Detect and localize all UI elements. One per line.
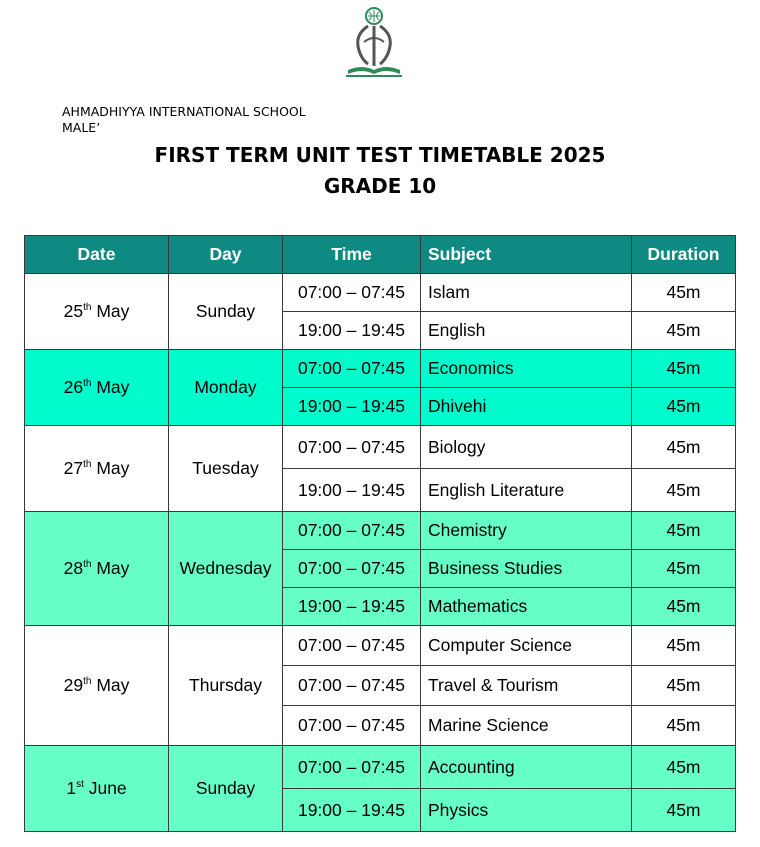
date-month: May [96,558,130,578]
duration-cell: 45m [632,666,736,706]
time-cell: 19:00 – 19:45 [283,588,421,626]
subject-cell: Islam [421,274,632,312]
date-suffix: th [83,302,92,313]
date-number: 1 [66,778,77,798]
date-month: May [96,301,130,321]
time-cell: 19:00 – 19:45 [283,789,421,832]
duration-cell: 45m [632,746,736,789]
duration-cell: 45m [632,789,736,832]
date-month: May [96,458,130,478]
duration-cell: 45m [632,274,736,312]
subject-cell: English [421,312,632,350]
date-cell [25,350,169,426]
date-suffix: th [83,559,92,570]
subject-cell: Biology [421,426,632,469]
duration-cell: 45m [632,588,736,626]
time-cell: 19:00 – 19:45 [283,388,421,426]
date-suffix: th [83,459,92,470]
time-cell: 07:00 – 07:45 [283,666,421,706]
duration-cell: 45m [632,312,736,350]
duration-cell: 45m [632,350,736,388]
duration-cell: 45m [632,426,736,469]
date-cell [25,512,169,626]
table-row [25,512,736,550]
day-cell: Tuesday [169,426,283,512]
timetable-header-row [25,236,736,274]
date-cell [25,426,169,512]
day-cell: Thursday [169,626,283,746]
time-cell: 19:00 – 19:45 [283,312,421,350]
date-suffix: st [76,779,84,790]
time-cell: 07:00 – 07:45 [283,274,421,312]
subject-cell: Economics [421,350,632,388]
date-month: June [88,778,127,798]
school-location: MALE’ [62,120,101,135]
day-cell: Sunday [169,746,283,832]
time-cell: 07:00 – 07:45 [283,512,421,550]
subject-cell: Travel & Tourism [421,666,632,706]
subject-cell: Computer Science [421,626,632,666]
time-cell: 07:00 – 07:45 [283,746,421,789]
duration-cell: 45m [632,706,736,746]
grade-title: GRADE 10 [323,174,437,198]
time-cell: 07:00 – 07:45 [283,706,421,746]
column-header-date: Date [25,236,169,274]
date-month: May [96,675,130,695]
page-title: FIRST TERM UNIT TEST TIMETABLE 2025 [154,143,606,167]
duration-cell: 45m [632,469,736,512]
date-cell [25,274,169,350]
day-cell: Wednesday [169,512,283,626]
time-cell: 07:00 – 07:45 [283,426,421,469]
subject-cell: Mathematics [421,588,632,626]
date-number: 25 [63,301,84,321]
table-row [25,626,736,666]
subject-cell: Accounting [421,746,632,789]
duration-cell: 45m [632,512,736,550]
subject-cell: Marine Science [421,706,632,746]
subject-cell: English Literature [421,469,632,512]
date-number: 27 [63,458,84,478]
time-cell: 07:00 – 07:45 [283,550,421,588]
duration-cell: 45m [632,550,736,588]
school-logo-icon [338,4,410,80]
subject-cell: Business Studies [421,550,632,588]
day-cell: Monday [169,350,283,426]
date-suffix: th [83,676,92,687]
timetable [24,235,736,832]
subject-cell: Physics [421,789,632,832]
table-row [25,746,736,789]
date-number: 29 [63,675,84,695]
timetable-body [25,274,736,832]
table-row [25,426,736,469]
column-header-duration: Duration [632,236,736,274]
column-header-day: Day [169,236,283,274]
subject-cell: Dhivehi [421,388,632,426]
time-cell: 07:00 – 07:45 [283,350,421,388]
school-name: AHMADHIYYA INTERNATIONAL SCHOOL [62,104,306,119]
column-header-subject: Subject [421,236,632,274]
date-suffix: th [83,378,92,389]
table-row [25,274,736,312]
duration-cell: 45m [632,626,736,666]
date-number: 28 [63,558,84,578]
time-cell: 19:00 – 19:45 [283,469,421,512]
date-cell [25,626,169,746]
table-row [25,350,736,388]
time-cell: 07:00 – 07:45 [283,626,421,666]
column-header-time: Time [283,236,421,274]
date-cell [25,746,169,832]
subject-cell: Chemistry [421,512,632,550]
date-number: 26 [63,377,84,397]
duration-cell: 45m [632,388,736,426]
day-cell: Sunday [169,274,283,350]
date-month: May [96,377,130,397]
school-info [62,104,306,136]
